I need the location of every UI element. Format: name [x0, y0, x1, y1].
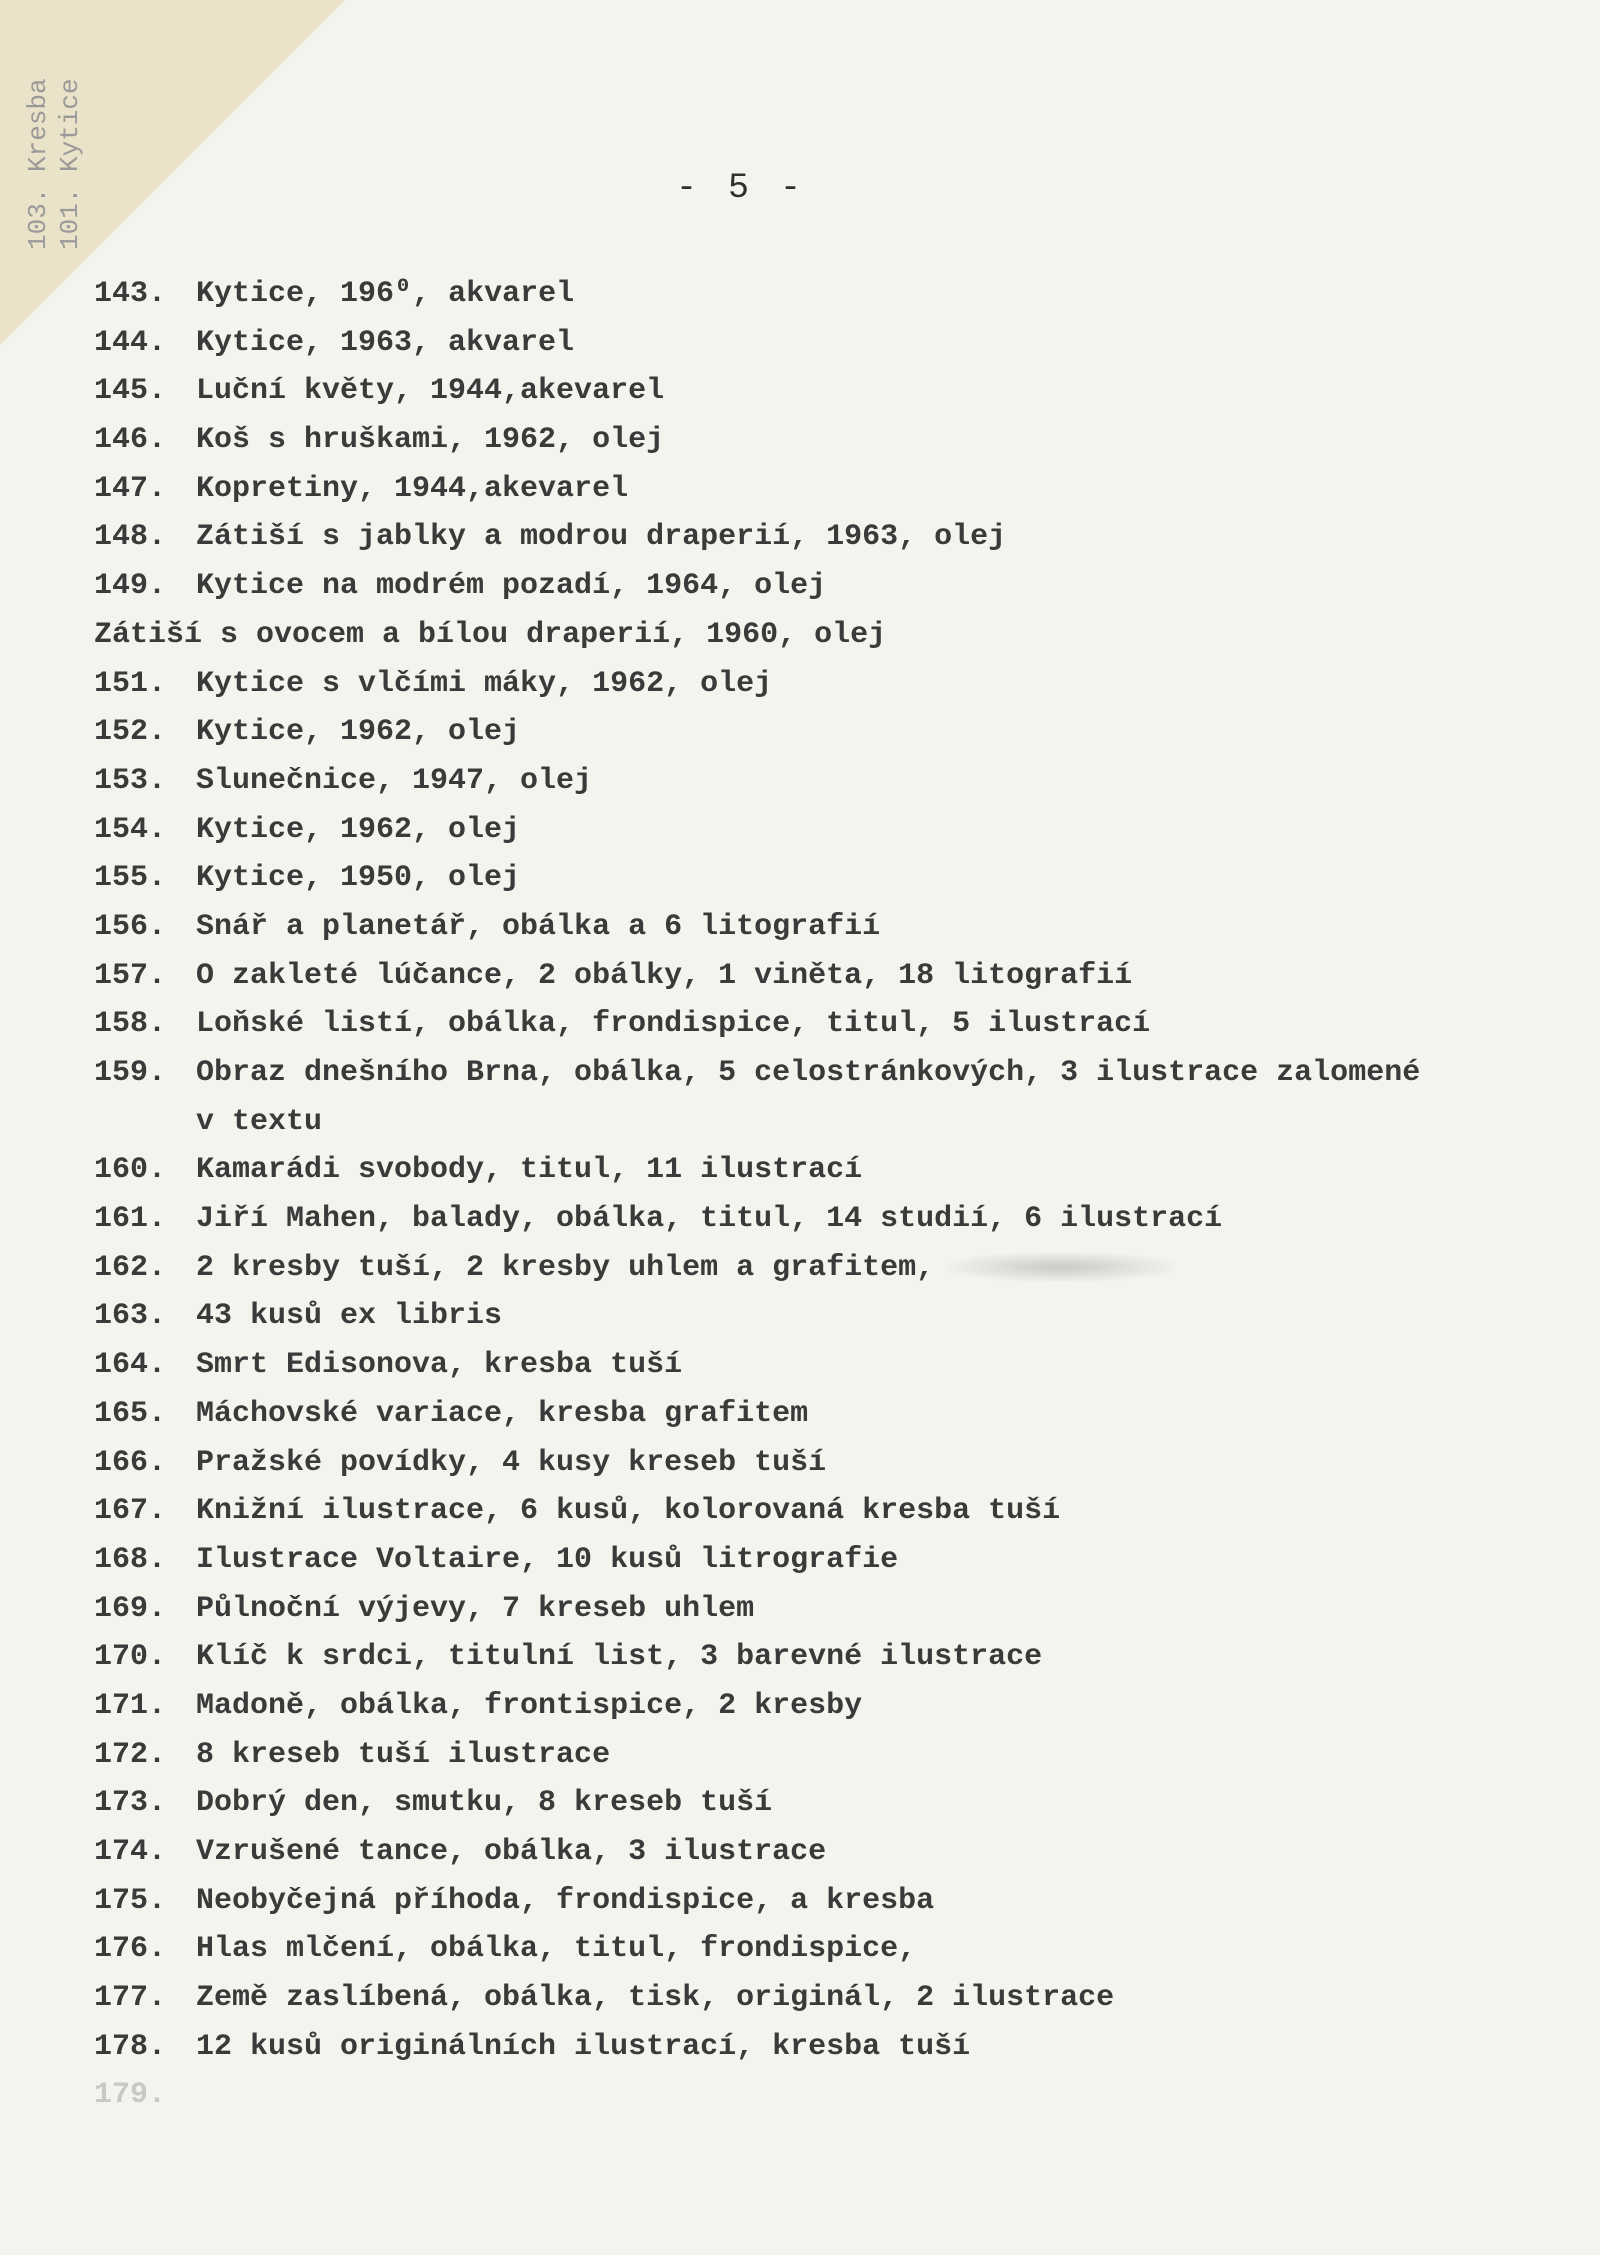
entry-text: Hlas mlčení, obálka, titul, frondispice, [196, 1932, 917, 1967]
list-item [94, 708, 1564, 757]
list-item [94, 465, 1564, 514]
entry-number: 154. [94, 812, 167, 847]
entry-text: Zátiší s jablky a modrou draperií, 1963, olej [196, 520, 1007, 555]
entry-text: Klíč k srdci, titulní list, 3 barevné ilustrace [196, 1640, 1043, 1675]
list-item [94, 1098, 1564, 1147]
entry-text: Máchovské variace, kresba grafitem [196, 1396, 809, 1431]
entry-text: v textu [196, 1104, 323, 1139]
entry-text: Kytice, 1962, olej [196, 715, 521, 750]
corner-stamp-line: 101. Kytice [55, 78, 85, 250]
list-item [94, 1439, 1564, 1488]
list-item [94, 1244, 1564, 1293]
entry-text: Země zaslíbená, obálka, tisk, originál, 2 ilustrace [196, 1981, 1115, 2016]
entry-number: 176. [94, 1932, 167, 1967]
entry-number: 173. [94, 1786, 167, 1821]
entry-text: Obraz dnešního Brna, obálka, 5 celostránkových, 3 ilustrace zalomené [196, 1056, 1421, 1090]
entry-number: 151. [94, 666, 167, 701]
entry-text: Loňské listí, obálka, frondispice, titul, 5 ilustrací [196, 1007, 1151, 1042]
entry-number: 146. [94, 423, 167, 458]
list-item [94, 513, 1564, 562]
corner-stamp-text [22, 78, 86, 250]
entry-number: 153. [94, 763, 167, 798]
list-item [94, 1828, 1564, 1877]
entry-text: Kytice, 1950, olej [196, 861, 521, 896]
entry-text: O zakleté lúčance, 2 obálky, 1 viněta, 18 litografií [196, 958, 1133, 993]
entry-number: 144. [94, 325, 167, 360]
page-number: - 5 - [676, 168, 807, 208]
list-item [94, 757, 1564, 806]
entry-number: 168. [94, 1542, 167, 1577]
entry-text: 8 kreseb tuší ilustrace [196, 1737, 611, 1772]
entry-number: 157. [94, 958, 167, 993]
list-item [94, 562, 1564, 611]
list-item [94, 952, 1564, 1001]
entry-number: 160. [94, 1153, 167, 1188]
list-item [94, 903, 1564, 952]
entry-number: 163. [94, 1299, 167, 1334]
entry-number: 159. [94, 1056, 167, 1090]
entry-text: Madoně, obálka, frontispice, 2 kresby [196, 1688, 863, 1723]
list-item [94, 1925, 1564, 1974]
entry-number: 143. [94, 277, 167, 311]
list-item [94, 1731, 1564, 1780]
list-item [94, 611, 1564, 660]
list-item [94, 1877, 1564, 1926]
entry-text: Knižní ilustrace, 6 kusů, kolorovaná kresba tuší [196, 1494, 1061, 1529]
entry-number: 158. [94, 1007, 167, 1042]
entry-number: 164. [94, 1348, 167, 1383]
entry-number: 155. [94, 861, 167, 896]
entry-text: Kytice, 1962, olej [196, 812, 521, 847]
entry-text: 2 kresby tuší, 2 kresby uhlem a grafitem, [196, 1250, 935, 1285]
entry-number: 162. [94, 1250, 167, 1285]
entry-text [196, 2071, 1564, 2120]
list-item [94, 1536, 1564, 1585]
entry-text: Slunečnice, 1947, olej [196, 763, 593, 798]
entry-number: 178. [94, 2029, 167, 2064]
entry-number: 152. [94, 715, 167, 750]
entry-number: 179. [94, 2078, 167, 2113]
list-item [94, 1000, 1564, 1049]
entry-number: 170. [94, 1640, 167, 1675]
smudged-text [946, 1252, 1176, 1282]
entry-text: 12 kusů originálních ilustrací, kresba tuší [196, 2029, 971, 2064]
entry-number: 169. [94, 1591, 167, 1626]
entry-text: Kytice, 1963, akvarel [196, 325, 575, 360]
entry-number: 149. [94, 569, 167, 604]
list-item [94, 1682, 1564, 1731]
entry-text: Neobyčejná příhoda, frondispice, a kresba [196, 1883, 935, 1918]
list-item [94, 1341, 1564, 1390]
list-item [94, 1049, 1564, 1098]
entry-number: 174. [94, 1835, 167, 1869]
list-item [94, 367, 1564, 416]
entry-number: 172. [94, 1737, 167, 1772]
list-item [94, 1146, 1564, 1195]
entry-text: Dobrý den, smutku, 8 kreseb tuší [196, 1786, 773, 1821]
list-item [94, 270, 1564, 319]
entry-number: 145. [94, 374, 167, 409]
list-item [94, 854, 1564, 903]
entry-number: 165. [94, 1396, 167, 1431]
corner-stamp-line: 103. Kresba [23, 78, 53, 250]
list-item [94, 2023, 1564, 2072]
entry-text: Kamarádi svobody, titul, 11 ilustrací [196, 1153, 863, 1188]
entry-number: 175. [94, 1883, 167, 1918]
list-item [94, 2071, 1564, 2120]
list-item [94, 1390, 1564, 1439]
list-item [94, 1779, 1564, 1828]
list-item [94, 416, 1564, 465]
entry-text: Pražské povídky, 4 kusy kreseb tuší [196, 1445, 827, 1480]
entry-text: Jiří Mahen, balady, obálka, titul, 14 studií, 6 ilustrací [196, 1202, 1223, 1237]
entry-text: Kytice na modrém pozadí, 1964, olej [196, 569, 827, 604]
entry-text: Smrt Edisonova, kresba tuší [196, 1348, 683, 1383]
entry-text: Kopretiny, 1944,akevarel [196, 471, 629, 506]
entry-number: 147. [94, 471, 167, 506]
list-item [94, 1633, 1564, 1682]
list-item [94, 1195, 1564, 1244]
list-item [94, 1585, 1564, 1634]
entry-text: Kytice, 196⁰, akvarel [196, 277, 575, 311]
entry-text: Ilustrace Voltaire, 10 kusů litrografie [196, 1542, 899, 1577]
list-item [94, 1487, 1564, 1536]
entry-list [94, 270, 1564, 2120]
entry-number: 167. [94, 1494, 167, 1529]
entry-number: 171. [94, 1688, 167, 1723]
entry-text: Snář a planetář, obálka a 6 litografií [196, 909, 881, 944]
list-item [94, 1292, 1564, 1341]
entry-text: Luční květy, 1944,akevarel [196, 374, 665, 409]
list-item [94, 660, 1564, 709]
list-item [94, 319, 1564, 368]
entry-text: Zátiší s ovocem a bílou draperií, 1960, olej [94, 617, 887, 652]
entry-text: Vzrušené tance, obálka, 3 ilustrace [196, 1835, 827, 1869]
entry-text: Půlnoční výjevy, 7 kreseb uhlem [196, 1591, 755, 1626]
entry-text: 43 kusů ex libris [196, 1299, 503, 1334]
list-item [94, 1974, 1564, 2023]
list-item [94, 806, 1564, 855]
entry-number: 148. [94, 520, 167, 555]
entry-number: 156. [94, 909, 167, 944]
entry-number: 166. [94, 1445, 167, 1480]
entry-number: 177. [94, 1981, 167, 2016]
entry-text: Kytice s vlčími máky, 1962, olej [196, 666, 773, 701]
entry-number: 161. [94, 1202, 167, 1237]
entry-text: Koš s hruškami, 1962, olej [196, 423, 665, 458]
